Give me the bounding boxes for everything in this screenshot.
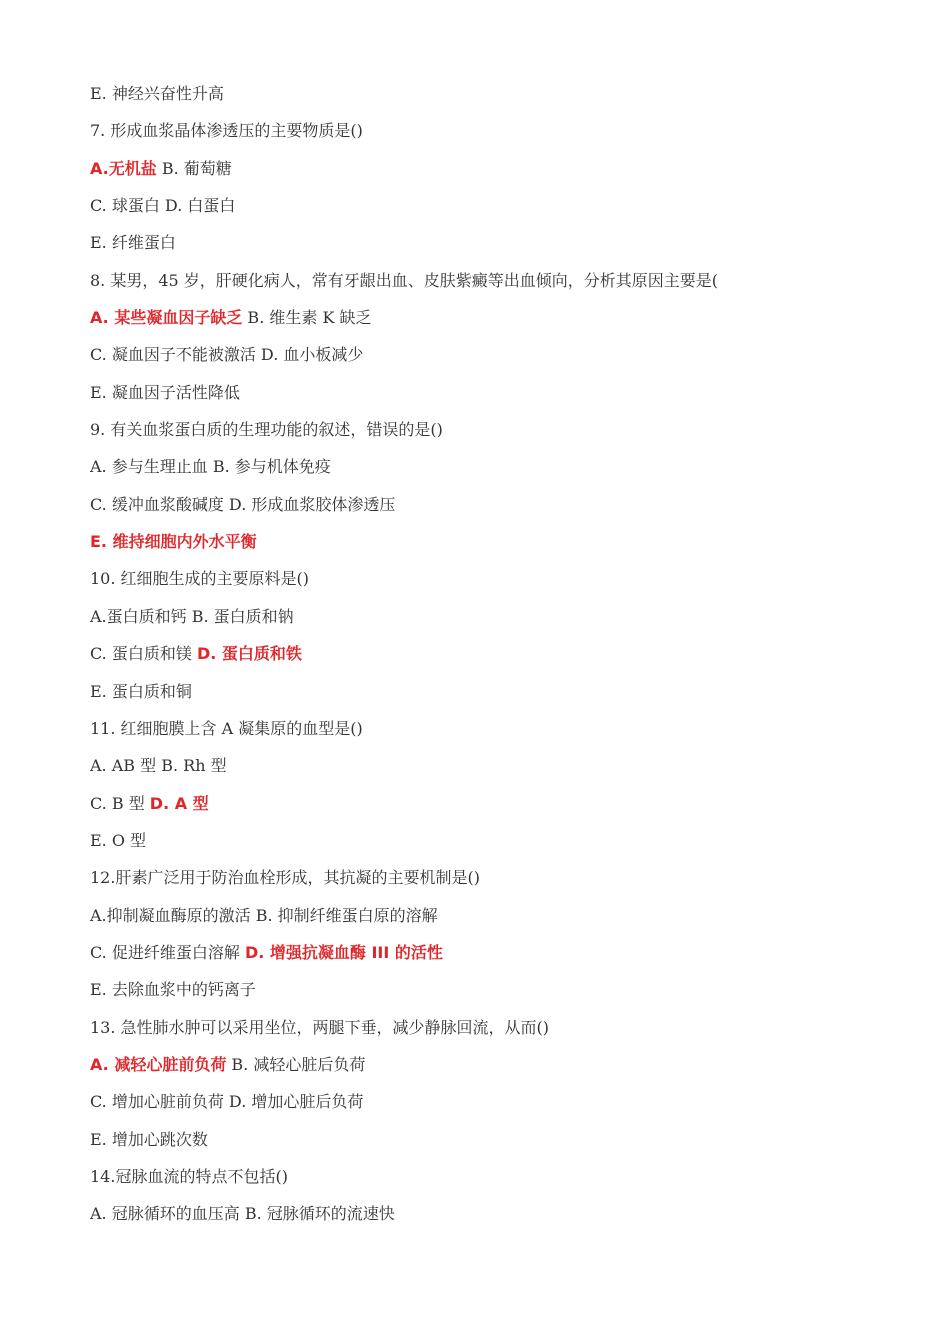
- line-text: E. 去除血浆中的钙离子: [90, 980, 256, 1000]
- text-line: [90, 117, 910, 154]
- line-text: E. O 型: [90, 830, 147, 850]
- line-text: 14.冠脉血流的特点不包括(): [90, 1166, 288, 1186]
- answer-highlight: D. 蛋白质和铁: [196, 644, 302, 664]
- text-line: [90, 902, 910, 939]
- line-text: B. 葡萄糖: [156, 158, 232, 178]
- line-text: E. 蛋白质和铜: [90, 681, 192, 701]
- text-line: [90, 790, 910, 827]
- text-line: [90, 341, 910, 378]
- text-line: [90, 304, 910, 341]
- answer-highlight: A. 某些凝血因子缺乏: [90, 308, 243, 328]
- question-text-body: [90, 80, 910, 1238]
- answer-highlight: E. 维持细胞内外水平衡: [90, 532, 257, 552]
- text-line: [90, 379, 910, 416]
- line-text: 9. 有关血浆蛋白质的生理功能的叙述，错误的是(): [90, 420, 443, 440]
- line-text: 7. 形成血浆晶体渗透压的主要物质是(): [90, 121, 363, 141]
- line-text: 12.肝素广泛用于防治血栓形成，其抗凝的主要机制是(): [90, 868, 480, 888]
- text-line: [90, 1163, 910, 1200]
- text-line: [90, 603, 910, 640]
- line-text: E. 神经兴奋性升高: [90, 84, 224, 103]
- text-line: [90, 976, 910, 1013]
- text-line: [90, 752, 910, 789]
- text-line: [90, 192, 910, 229]
- text-line: [90, 1200, 910, 1237]
- line-text: C. 凝血因子不能被激活 D. 血小板减少: [90, 345, 364, 365]
- text-line: [90, 528, 910, 565]
- text-line: [90, 939, 910, 976]
- text-line: [90, 640, 910, 677]
- line-text: A. 参与生理止血 B. 参与机体免疫: [90, 457, 331, 477]
- line-text: A. 冠脉循环的血压高 B. 冠脉循环的流速快: [90, 1204, 395, 1224]
- line-text: A.抑制凝血酶原的激活 B. 抑制纤维蛋白原的溶解: [90, 905, 438, 925]
- line-text: E. 凝血因子活性降低: [90, 382, 240, 402]
- line-text: C. 缓冲血浆酸碱度 D. 形成血浆胶体渗透压: [90, 494, 396, 514]
- text-line: [90, 1088, 910, 1125]
- line-text: E. 增加心跳次数: [90, 1129, 208, 1149]
- line-text: E. 纤维蛋白: [90, 233, 176, 253]
- text-line: [90, 229, 910, 266]
- line-text: B. 减轻心脏后负荷: [226, 1054, 366, 1074]
- text-line: [90, 491, 910, 528]
- line-text: 13. 急性肺水肿可以采用坐位，两腿下垂，减少静脉回流，从而(): [90, 1017, 550, 1037]
- line-text: C. B 型: [90, 793, 150, 813]
- line-text: C. 促进纤维蛋白溶解: [90, 942, 245, 962]
- answer-highlight: D. 增强抗凝血酶 III 的活性: [244, 942, 443, 962]
- line-text: A. AB 型 B. Rh 型: [90, 756, 227, 776]
- text-line: [90, 416, 910, 453]
- line-text: C. 球蛋白 D. 白蛋白: [90, 196, 236, 216]
- text-line: [90, 1126, 910, 1163]
- text-line: [90, 453, 910, 490]
- line-text: B. 维生素 K 缺乏: [242, 308, 372, 328]
- text-line: [90, 565, 910, 602]
- line-text: C. 增加心脏前负荷 D. 增加心脏后负荷: [90, 1092, 364, 1112]
- text-line: [90, 864, 910, 901]
- answer-highlight: A.无机盐: [90, 158, 157, 178]
- text-line: [90, 678, 910, 715]
- text-line: [90, 155, 910, 192]
- line-text: C. 蛋白质和镁: [90, 644, 197, 664]
- line-text: 11. 红细胞膜上含 A 凝集原的血型是(): [90, 718, 363, 738]
- text-line: [90, 1014, 910, 1051]
- text-line: [90, 715, 910, 752]
- answer-highlight: A. 减轻心脏前负荷: [90, 1054, 227, 1074]
- text-line: [90, 80, 910, 117]
- answer-highlight: D. A 型: [149, 793, 209, 813]
- line-text: 10. 红细胞生成的主要原料是(): [90, 569, 310, 589]
- text-line: [90, 1051, 910, 1088]
- text-line: [90, 827, 910, 864]
- text-line: [90, 267, 910, 304]
- line-text: A.蛋白质和钙 B. 蛋白质和钠: [90, 606, 294, 626]
- line-text: 8. 某男，45 岁，肝硬化病人，常有牙龈出血、皮肤紫癜等出血倾向，分析其原因主要是(: [90, 270, 719, 290]
